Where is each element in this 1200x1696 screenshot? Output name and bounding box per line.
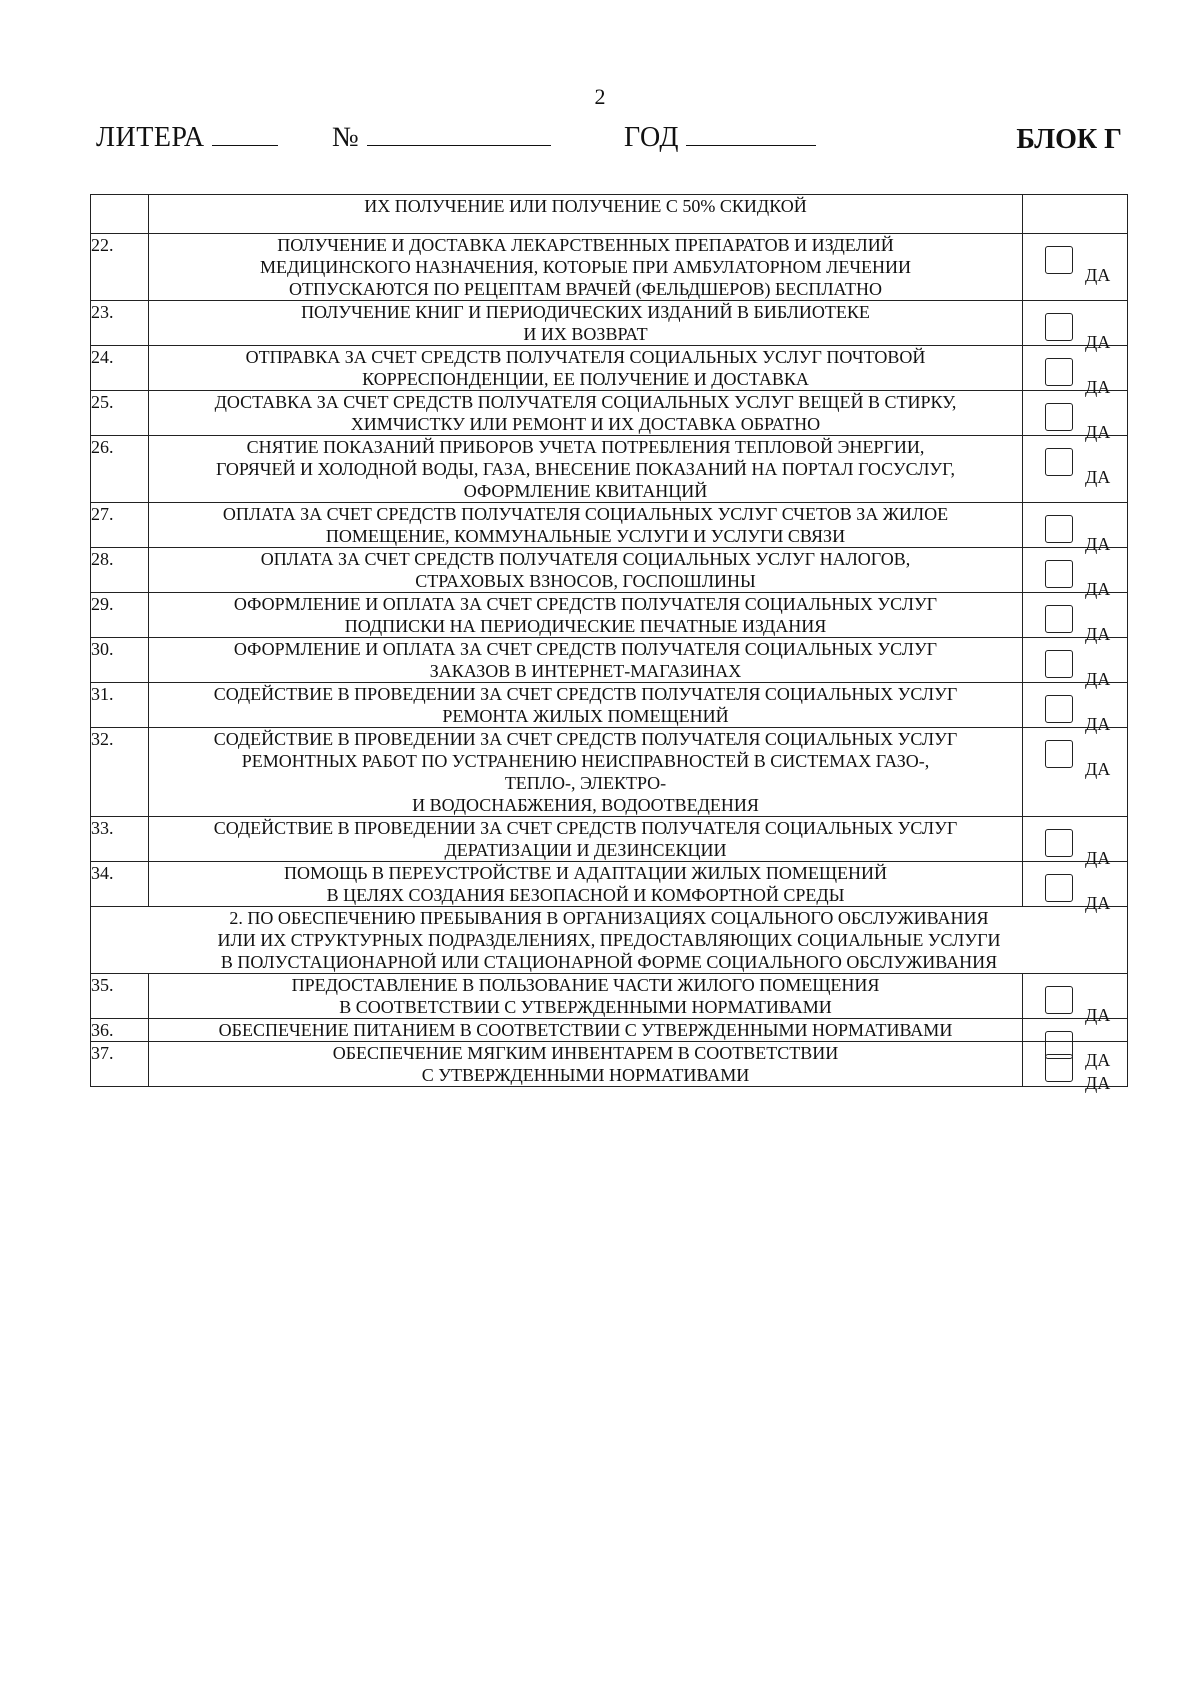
- yes-label: ДА: [1085, 377, 1111, 397]
- service-description: СОДЕЙСТВИЕ В ПРОВЕДЕНИИ ЗА СЧЕТ СРЕДСТВ ПОЛУЧАТЕЛЯ СОЦИАЛЬНЫХ УСЛУГ РЕМОНТА ЖИЛЫХ ПОМЕЩЕНИЙ: [149, 683, 1023, 728]
- service-description: ОФОРМЛЕНИЕ И ОПЛАТА ЗА СЧЕТ СРЕДСТВ ПОЛУЧАТЕЛЯ СОЦИАЛЬНЫХ УСЛУГ ЗАКАЗОВ В ИНТЕРНЕТ-МАГАЗИНАХ: [149, 638, 1023, 683]
- table-row: [91, 593, 1128, 638]
- yes-label: ДА: [1085, 893, 1111, 913]
- number-field[interactable]: [332, 122, 551, 154]
- yes-label: ДА: [1085, 759, 1111, 779]
- row-number: 33.: [91, 817, 149, 862]
- service-description: ОТПРАВКА ЗА СЧЕТ СРЕДСТВ ПОЛУЧАТЕЛЯ СОЦИАЛЬНЫХ УСЛУГ ПОЧТОВОЙ КОРРЕСПОНДЕНЦИИ, ЕЕ ПОЛУЧЕНИЕ И ДОСТАВКА: [149, 346, 1023, 391]
- checkbox-cell: [1023, 728, 1128, 817]
- yes-label: ДА: [1085, 332, 1111, 352]
- yes-checkbox[interactable]: [1045, 313, 1073, 341]
- section-header-row: [91, 907, 1128, 974]
- row-number: 35.: [91, 974, 149, 1019]
- row-number: 37.: [91, 1042, 149, 1087]
- number-blank[interactable]: [367, 123, 551, 146]
- table-row: [91, 548, 1128, 593]
- service-description: ОПЛАТА ЗА СЧЕТ СРЕДСТВ ПОЛУЧАТЕЛЯ СОЦИАЛЬНЫХ УСЛУГ СЧЕТОВ ЗА ЖИЛОЕ ПОМЕЩЕНИЕ, КОММУНАЛЬНЫЕ УСЛУГИ И УСЛУГИ СВЯЗИ: [149, 503, 1023, 548]
- checkbox-cell: [1023, 862, 1128, 913]
- litera-blank[interactable]: [212, 123, 278, 146]
- table-row: [91, 1019, 1128, 1042]
- yes-label: ДА: [1085, 534, 1111, 554]
- yes-checkbox[interactable]: [1045, 605, 1073, 633]
- row-number: 31.: [91, 683, 149, 728]
- service-description: ПРЕДОСТАВЛЕНИЕ В ПОЛЬЗОВАНИЕ ЧАСТИ ЖИЛОГО ПОМЕЩЕНИЯ В СООТВЕТСТВИИ С УТВЕРЖДЕННЫМИ НОРМАТИВАМИ: [149, 974, 1023, 1019]
- yes-checkbox[interactable]: [1045, 986, 1073, 1014]
- table-row: [91, 436, 1128, 503]
- checkbox-cell: [1023, 346, 1128, 397]
- service-description: ОБЕСПЕЧЕНИЕ МЯГКИМ ИНВЕНТАРЕМ В СООТВЕТСТВИИ С УТВЕРЖДЕННЫМИ НОРМАТИВАМИ: [149, 1042, 1023, 1087]
- checkbox-cell: [1023, 638, 1128, 689]
- yes-label: ДА: [1085, 579, 1111, 599]
- year-label: ГОД: [624, 122, 679, 153]
- table-row: [91, 391, 1128, 436]
- checkbox-cell: [1023, 548, 1128, 599]
- table-row: [91, 817, 1128, 862]
- yes-checkbox[interactable]: [1045, 403, 1073, 431]
- table-row: [91, 683, 1128, 728]
- row-number: [91, 195, 149, 234]
- yes-label: ДА: [1085, 714, 1111, 734]
- service-description: ПОЛУЧЕНИЕ КНИГ И ПЕРИОДИЧЕСКИХ ИЗДАНИЙ В БИБЛИОТЕКЕ И ИХ ВОЗВРАТ: [149, 301, 1023, 346]
- service-description: СОДЕЙСТВИЕ В ПРОВЕДЕНИИ ЗА СЧЕТ СРЕДСТВ ПОЛУЧАТЕЛЯ СОЦИАЛЬНЫХ УСЛУГ РЕМОНТНЫХ РАБОТ ПО УСТРАНЕНИЮ НЕИСПРАВНОСТЕЙ В СИСТЕМАХ ГАЗО-, ТЕПЛО-, ЭЛЕКТРО- И ВОДОСНАБЖЕНИЯ, ВОДООТВЕДЕНИЯ: [149, 728, 1023, 817]
- yes-checkbox[interactable]: [1045, 448, 1073, 476]
- service-description: СНЯТИЕ ПОКАЗАНИЙ ПРИБОРОВ УЧЕТА ПОТРЕБЛЕНИЯ ТЕПЛОВОЙ ЭНЕРГИИ, ГОРЯЧЕЙ И ХОЛОДНОЙ ВОДЫ, ГАЗА, ВНЕСЕНИЕ ПОКАЗАНИЙ НА ПОРТАЛ ГОСУСЛУГ, ОФОРМЛЕНИЕ КВИТАНЦИЙ: [149, 436, 1023, 503]
- table-row: [91, 974, 1128, 1019]
- block-label: БЛОК Г: [1016, 124, 1122, 155]
- yes-checkbox[interactable]: [1045, 246, 1073, 274]
- service-description: ДОСТАВКА ЗА СЧЕТ СРЕДСТВ ПОЛУЧАТЕЛЯ СОЦИАЛЬНЫХ УСЛУГ ВЕЩЕЙ В СТИРКУ, ХИМЧИСТКУ ИЛИ РЕМОНТ И ИХ ДОСТАВКА ОБРАТНО: [149, 391, 1023, 436]
- yes-label: ДА: [1085, 669, 1111, 689]
- yes-checkbox[interactable]: [1045, 358, 1073, 386]
- row-number: 26.: [91, 436, 149, 503]
- checkbox-cell: [1023, 593, 1128, 644]
- table-row: [91, 301, 1128, 346]
- table-row: [91, 234, 1128, 301]
- empty-check-cell: [1023, 195, 1128, 234]
- row-number: 25.: [91, 391, 149, 436]
- checkbox-cell: [1023, 301, 1128, 352]
- table-row: [91, 862, 1128, 907]
- yes-label: ДА: [1085, 1073, 1111, 1093]
- yes-label: ДА: [1085, 848, 1111, 868]
- row-number: 34.: [91, 862, 149, 907]
- checkbox-cell: [1023, 391, 1128, 442]
- row-number: 36.: [91, 1019, 149, 1042]
- row-number: 23.: [91, 301, 149, 346]
- service-description: ОФОРМЛЕНИЕ И ОПЛАТА ЗА СЧЕТ СРЕДСТВ ПОЛУЧАТЕЛЯ СОЦИАЛЬНЫХ УСЛУГ ПОДПИСКИ НА ПЕРИОДИЧЕСКИЕ ПЕЧАТНЫЕ ИЗДАНИЯ: [149, 593, 1023, 638]
- table-row: [91, 638, 1128, 683]
- number-label: №: [332, 122, 360, 153]
- yes-checkbox[interactable]: [1045, 874, 1073, 902]
- checkbox-cell: [1023, 234, 1128, 301]
- checkbox-cell: [1023, 1042, 1128, 1093]
- yes-label: ДА: [1085, 265, 1111, 285]
- table-row: [91, 503, 1128, 548]
- yes-checkbox[interactable]: [1045, 695, 1073, 723]
- section2-title: 2. ПО ОБЕСПЕЧЕНИЮ ПРЕБЫВАНИЯ В ОРГАНИЗАЦИЯХ СОЦАЛЬНОГО ОБСЛУЖИВАНИЯ ИЛИ ИХ СТРУКТУРНЫХ ПОДРАЗДЕЛЕНИЯХ, ПРЕДОСТАВЛЯЮЩИХ СОЦИАЛЬНЫЕ УСЛУГИ В ПОЛУСТАЦИОНАРНОЙ ИЛИ СТАЦИОНАРНОЙ ФОРМЕ СОЦИАЛЬНОГО ОБСЛУЖИВАНИЯ: [91, 907, 1128, 974]
- services-table: [90, 194, 1128, 1093]
- service-description: ОБЕСПЕЧЕНИЕ ПИТАНИЕМ В СООТВЕТСТВИИ С УТВЕРЖДЕННЫМИ НОРМАТИВАМИ: [149, 1019, 1023, 1042]
- checkbox-cell: [1023, 683, 1128, 734]
- yes-checkbox[interactable]: [1045, 515, 1073, 543]
- yes-checkbox[interactable]: [1045, 829, 1073, 857]
- yes-label: ДА: [1085, 1050, 1111, 1070]
- row-number: 29.: [91, 593, 149, 638]
- continuation-text: ИХ ПОЛУЧЕНИЕ ИЛИ ПОЛУЧЕНИЕ С 50% СКИДКОЙ: [149, 195, 1023, 234]
- row-number: 28.: [91, 548, 149, 593]
- row-number: 27.: [91, 503, 149, 548]
- yes-label: ДА: [1085, 624, 1111, 644]
- row-number: 22.: [91, 234, 149, 301]
- row-number: 30.: [91, 638, 149, 683]
- year-blank[interactable]: [686, 123, 816, 146]
- table-row: [91, 346, 1128, 391]
- yes-checkbox[interactable]: [1045, 560, 1073, 588]
- yes-label: ДА: [1085, 422, 1111, 442]
- row-number: 32.: [91, 728, 149, 817]
- table-row: [91, 1042, 1128, 1087]
- row-number: 24.: [91, 346, 149, 391]
- service-description: ПОЛУЧЕНИЕ И ДОСТАВКА ЛЕКАРСТВЕННЫХ ПРЕПАРАТОВ И ИЗДЕЛИЙ МЕДИЦИНСКОГО НАЗНАЧЕНИЯ, КОТОРЫЕ ПРИ АМБУЛАТОРНОМ ЛЕЧЕНИИ ОТПУСКАЮТСЯ ПО РЕЦЕПТАМ ВРАЧЕЙ (ФЕЛЬДШЕРОВ) БЕСПЛАТНО: [149, 234, 1023, 301]
- year-field[interactable]: [624, 122, 816, 154]
- checkbox-cell: [1023, 1019, 1128, 1070]
- service-description: СОДЕЙСТВИЕ В ПРОВЕДЕНИИ ЗА СЧЕТ СРЕДСТВ ПОЛУЧАТЕЛЯ СОЦИАЛЬНЫХ УСЛУГ ДЕРАТИЗАЦИИ И ДЕЗИНСЕКЦИИ: [149, 817, 1023, 862]
- table-row: [91, 728, 1128, 817]
- page-number: 2: [594, 84, 606, 109]
- checkbox-cell: [1023, 974, 1128, 1025]
- service-description: ПОМОЩЬ В ПЕРЕУСТРОЙСТВЕ И АДАПТАЦИИ ЖИЛЫХ ПОМЕЩЕНИЙ В ЦЕЛЯХ СОЗДАНИЯ БЕЗОПАСНОЙ И КОМФОРТНОЙ СРЕДЫ: [149, 862, 1023, 907]
- service-description: ОПЛАТА ЗА СЧЕТ СРЕДСТВ ПОЛУЧАТЕЛЯ СОЦИАЛЬНЫХ УСЛУГ НАЛОГОВ, СТРАХОВЫХ ВЗНОСОВ, ГОСПОШЛИНЫ: [149, 548, 1023, 593]
- yes-checkbox[interactable]: [1045, 1054, 1073, 1082]
- litera-label: ЛИТЕРА: [96, 122, 205, 153]
- continuation-row: [91, 195, 1128, 234]
- checkbox-cell: [1023, 436, 1128, 503]
- checkbox-cell: [1023, 503, 1128, 554]
- yes-label: ДА: [1085, 1005, 1111, 1025]
- yes-label: ДА: [1085, 467, 1111, 487]
- litera-field[interactable]: [96, 122, 278, 154]
- checkbox-cell: [1023, 817, 1128, 868]
- yes-checkbox[interactable]: [1045, 740, 1073, 768]
- yes-checkbox[interactable]: [1045, 650, 1073, 678]
